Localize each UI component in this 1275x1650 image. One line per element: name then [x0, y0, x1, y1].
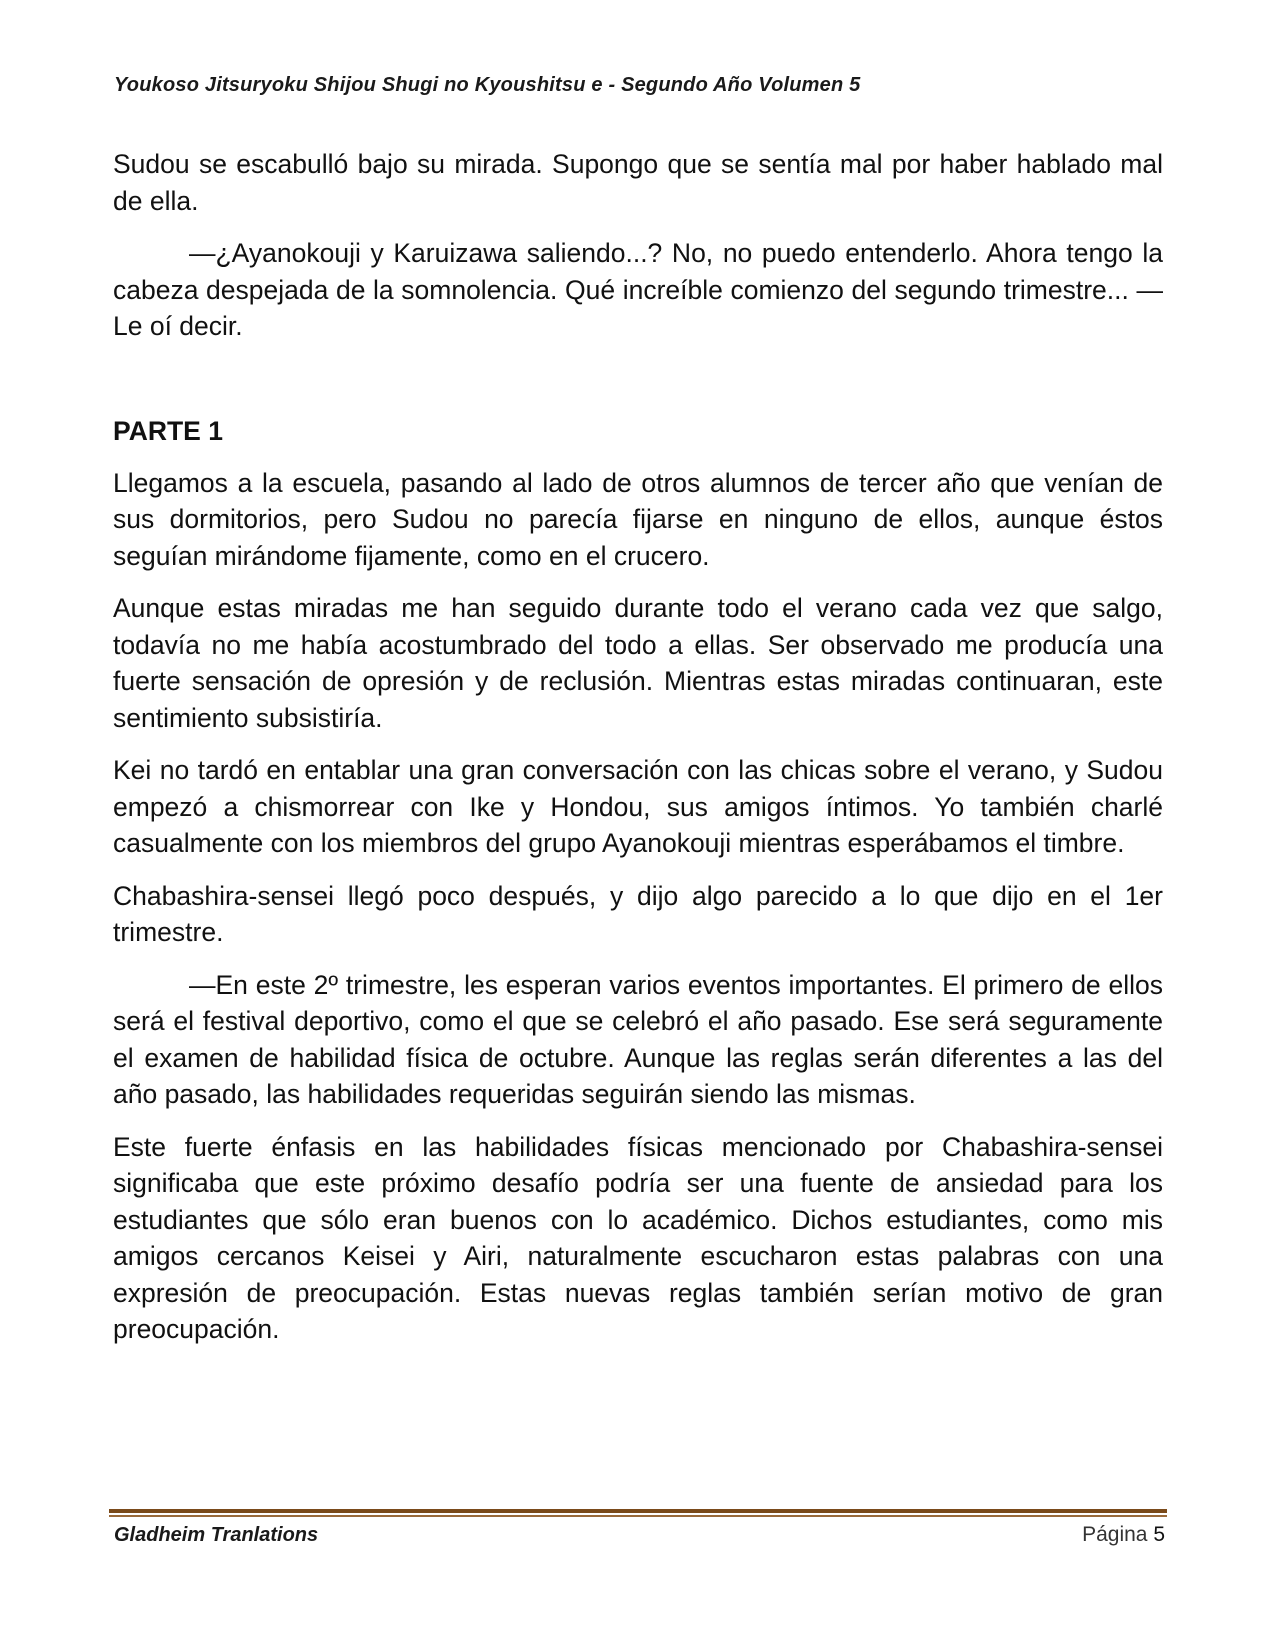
paragraph-7-dialogue: —En este 2º trimestre, les esperan varios eventos importantes. El primero de ellos será el festival deportivo, como el que se celebró el año pasado. Ese será seguramente el examen de habilidad física de octubre. Aunque las reglas serán diferentes a las del año pasado, las habilidades requeridas seguirán siendo las mismas. [113, 969, 1163, 1109]
paragraph-1: Sudou se escabulló bajo su mirada. Supongo que se sentía mal por haber hablado mal de ella. [113, 149, 1163, 216]
paragraph-2-dialogue: —¿Ayanokouji y Karuizawa saliendo...? No, no puedo entenderlo. Ahora tengo la cabeza despejada de la somnolencia. Qué increíble comienzo del segundo trimestre... —Le oí decir. [113, 238, 1163, 341]
footer-divider-thin-line [109, 1515, 1167, 1517]
footer-credit: Gladheim Tranlations [114, 1524, 319, 1546]
running-header-title: Youkoso Jitsuryoku Shijou Shugi no Kyoushitsu e - Segundo Año Volumen 5 [114, 74, 861, 96]
page-number: 5 [1153, 1523, 1165, 1546]
paragraph-4: Aunque estas miradas me han seguido durante todo el verano cada vez que salgo, todavía no me había acostumbrado del todo a ellas. Ser observado me producía una fuerte sensación de opresión y de reclusión. Mientras estas miradas continuaran, este sentimiento subsistiría. [113, 593, 1163, 733]
section-heading: PARTE 1 [113, 415, 223, 446]
paragraph-5: Kei no tardó en entablar una gran conversación con las chicas sobre el verano, y Sudou empezó a chismorrear con Ike y Hondou, sus amigos íntimos. Yo también charlé casualmente con los miembros del grupo Ayanokouji mientras esperábamos el timbre. [113, 755, 1163, 858]
page-label: Página [1082, 1523, 1148, 1546]
footer-divider [109, 1509, 1167, 1517]
page-number-label [1082, 1523, 1165, 1547]
footer-divider-thick-line [109, 1509, 1167, 1513]
page-body [113, 146, 1163, 1364]
paragraph-8: Este fuerte énfasis en las habilidades físicas mencionado por Chabashira-sensei significaba que este próximo desafío podría ser una fuente de ansiedad para los estudiantes que sólo eran buenos con lo académico. Dichos estudiantes, como mis amigos cercanos Keisei y Airi, naturalmente escucharon estas palabras con una expresión de preocupación. Estas nuevas reglas también serían motivo de gran preocupación. [113, 1131, 1163, 1344]
paragraph-6: Chabashira-sensei llegó poco después, y dijo algo parecido a lo que dijo en el 1er trimestre. [113, 880, 1163, 947]
paragraph-3: Llegamos a la escuela, pasando al lado de otros alumnos de tercer año que venían de sus dormitorios, pero Sudou no parecía fijarse en ninguno de ellos, aunque éstos seguían mirándome fijamente, como en el crucero. [113, 467, 1163, 571]
